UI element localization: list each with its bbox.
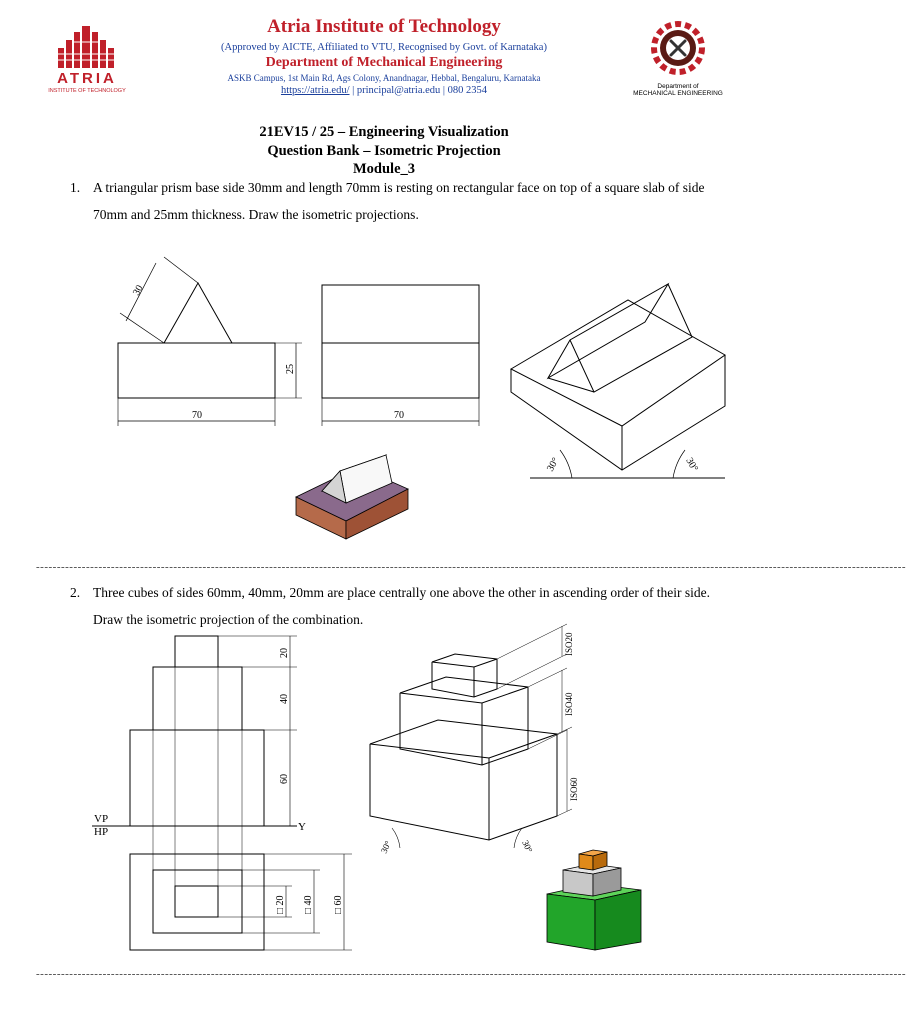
q1-isometric-drawing	[500, 280, 740, 490]
course-title: 21EV15 / 25 – Engineering Visualization	[259, 124, 509, 140]
section-divider: -----------------------------------------------------------------------------------------------------------------------------------------------------------------------------------------------------------------	[36, 968, 906, 980]
svg-text:30°: 30°	[520, 838, 535, 855]
question-text: A triangular prism base side 30mm and length 70mm is resting on rectangular face on top of a square slab of side 70mm and 25mm thickness. Draw the isometric projections.	[93, 180, 705, 222]
question-number: 2.	[70, 585, 81, 600]
address-line: ASKB Campus, 1st Main Rd, Ags Colony, Anandnagar, Hebbal, Bengaluru, Karnataka	[227, 73, 541, 83]
svg-text:□ 60: □ 60	[333, 895, 344, 914]
svg-text:Y: Y	[298, 821, 306, 833]
svg-text:25: 25	[285, 364, 296, 374]
svg-text:40: 40	[279, 694, 290, 704]
svg-text:70: 70	[192, 410, 202, 421]
q1-orthographic-front-view	[112, 250, 307, 435]
svg-text:70: 70	[394, 410, 404, 421]
q2-orthographic-views	[92, 634, 357, 959]
department-name: Department of Mechanical Engineering	[265, 55, 503, 70]
q2-shaded-model	[543, 844, 648, 961]
svg-text:ATRIA: ATRIA	[57, 70, 117, 87]
svg-text:HP: HP	[94, 826, 109, 838]
institute-name: Atria Institute of Technology	[267, 16, 501, 37]
svg-text:30°: 30°	[683, 456, 700, 474]
svg-text:30°: 30°	[545, 455, 562, 474]
section-divider: -----------------------------------------------------------------------------------------------------------------------------------------------------------------------------------------------------------------	[36, 561, 906, 573]
module-title: Module_3	[352, 161, 416, 177]
q1-shaded-model	[288, 447, 413, 552]
svg-text:60: 60	[279, 774, 290, 784]
svg-text:30°: 30°	[378, 839, 394, 855]
contact-details: | principal@atria.edu | 080 2354	[349, 85, 488, 96]
question-text: Three cubes of sides 60mm, 40mm, 20mm are place centrally one above the other in ascending order of their side. Draw the isometric projection of the combination.	[93, 585, 711, 627]
question-number: 1.	[70, 180, 81, 195]
department-logo: Department of MECHANICAL ENGINEERING	[632, 18, 724, 102]
svg-text:□ 20: □ 20	[275, 895, 286, 914]
q1-orthographic-top-view	[316, 282, 486, 435]
approval-line: (Approved by AICTE, Affiliated to VTU, Recognised by Govt. of Karnataka)	[221, 42, 547, 53]
svg-text:□ 40: □ 40	[303, 895, 314, 914]
svg-text:ISO20: ISO20	[564, 632, 574, 656]
q2-isometric-drawing	[362, 606, 587, 871]
svg-text:ISO60: ISO60	[569, 777, 579, 801]
svg-text:20: 20	[279, 648, 290, 658]
svg-text:ISO40: ISO40	[564, 692, 574, 716]
svg-text:INSTITUTE OF TECHNOLOGY: INSTITUTE OF TECHNOLOGY	[48, 88, 126, 94]
svg-text:30: 30	[131, 283, 146, 298]
question-bank-title: Question Bank – Isometric Projection	[267, 143, 501, 159]
svg-text:VP: VP	[94, 813, 109, 825]
website-link[interactable]: https://atria.edu/	[280, 85, 350, 96]
